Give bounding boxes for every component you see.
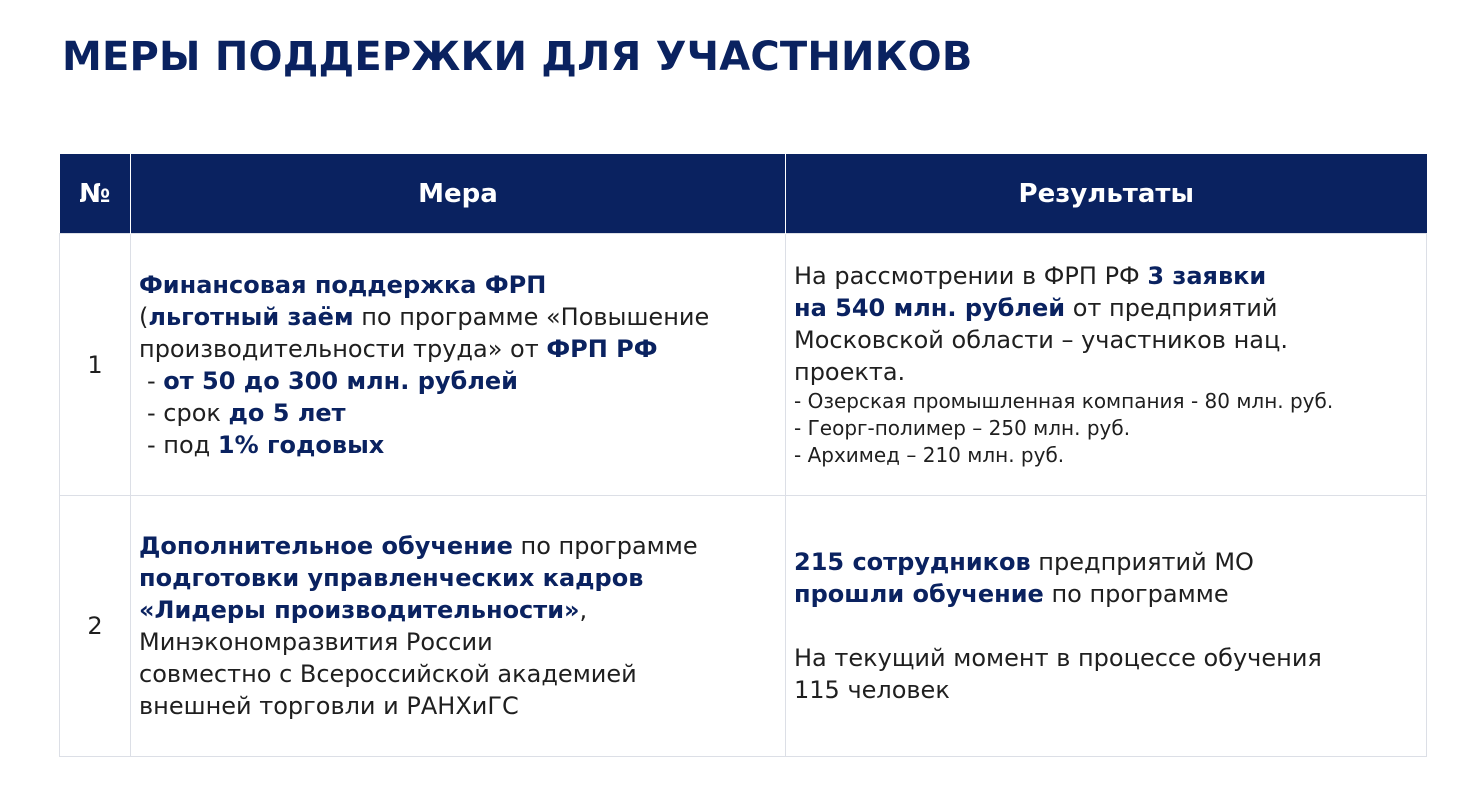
text-fragment: под: [163, 430, 218, 459]
results-line: [794, 546, 1418, 578]
measure-cell: [131, 234, 786, 496]
list-item: - Архимед – 210 млн. руб.: [794, 443, 1065, 467]
text-fragment: по программе «Повышение: [353, 302, 710, 331]
results-cell: [786, 496, 1427, 757]
table-row: [60, 496, 1427, 757]
text-fragment: от предприятий: [1065, 294, 1278, 322]
results-cell: [786, 234, 1427, 496]
measure-line: [139, 269, 777, 301]
table-header-row: [60, 154, 1427, 234]
text-fragment: срок: [163, 398, 229, 427]
header-results: Результаты: [786, 154, 1427, 234]
bullet-dash: -: [147, 366, 164, 395]
row-number: 2: [60, 496, 131, 757]
measure-line: [139, 530, 777, 562]
highlight-text: «Лидеры производительности»: [139, 596, 580, 624]
table-row: [60, 234, 1427, 496]
measure-line: [139, 562, 777, 594]
results-line: Московской области – участников нац.: [794, 326, 1288, 354]
highlight-text: Дополнительное обучение: [139, 532, 513, 560]
measure-line: [139, 594, 777, 626]
list-item: - Георг-полимер – 250 млн. руб.: [794, 416, 1131, 440]
text-fragment: по программе: [512, 532, 698, 560]
bullet-item: [139, 365, 777, 397]
spacer: [794, 610, 1418, 642]
text-fragment: производительности труда» от: [139, 334, 547, 363]
results-line: На текущий момент в процессе обучения: [794, 644, 1322, 672]
measure-line: [139, 301, 777, 333]
highlight-text: 215 сотрудников: [794, 548, 1031, 576]
highlight-text: ФРП РФ: [546, 334, 658, 363]
bullet-item: [139, 397, 777, 429]
text-fragment: предприятий МО: [1030, 548, 1254, 576]
measure-line: внешней торговли и РАНХиГС: [139, 692, 519, 720]
header-measure: Мера: [131, 154, 786, 234]
text-fragment: На рассмотрении в ФРП РФ: [794, 262, 1148, 290]
highlight-text: 1% годовых: [217, 430, 385, 459]
results-line: [794, 578, 1418, 610]
page-title: МЕРЫ ПОДДЕРЖКИ ДЛЯ УЧАСТНИКОВ: [62, 34, 973, 80]
bullet-dash: -: [147, 398, 164, 427]
results-line: проекта.: [794, 358, 906, 386]
text-fragment: ,: [579, 596, 588, 624]
highlight-text: прошли обучение: [794, 580, 1044, 608]
text-fragment: (: [139, 302, 149, 331]
measure-line: [139, 333, 777, 365]
header-num: №: [60, 154, 131, 234]
measure-line: совместно с Всероссийской академией: [139, 660, 637, 688]
bullet-item: [139, 429, 777, 461]
results-line: [794, 260, 1418, 292]
row-number: 1: [60, 234, 131, 496]
text-fragment: по программе: [1043, 580, 1229, 608]
measures-table: [59, 154, 1427, 757]
highlight-text: до 5 лет: [228, 398, 346, 427]
results-line: 115 человек: [794, 676, 950, 704]
highlight-text: льготный заём: [148, 302, 354, 331]
measure-line: Минэкономразвития России: [139, 628, 493, 656]
highlight-text: 3 заявки: [1147, 262, 1267, 290]
highlight-text: на 540 млн. рублей: [794, 294, 1066, 322]
list-item: - Озерская промышленная компания - 80 млн. руб.: [794, 389, 1334, 413]
highlight-text: подготовки управленческих кадров: [139, 564, 644, 592]
measure-cell: [131, 496, 786, 757]
results-line: [794, 292, 1418, 324]
measure-title: Финансовая поддержка ФРП: [139, 270, 547, 299]
bullet-dash: -: [147, 430, 164, 459]
highlight-text: от 50 до 300 млн. рублей: [163, 366, 518, 395]
